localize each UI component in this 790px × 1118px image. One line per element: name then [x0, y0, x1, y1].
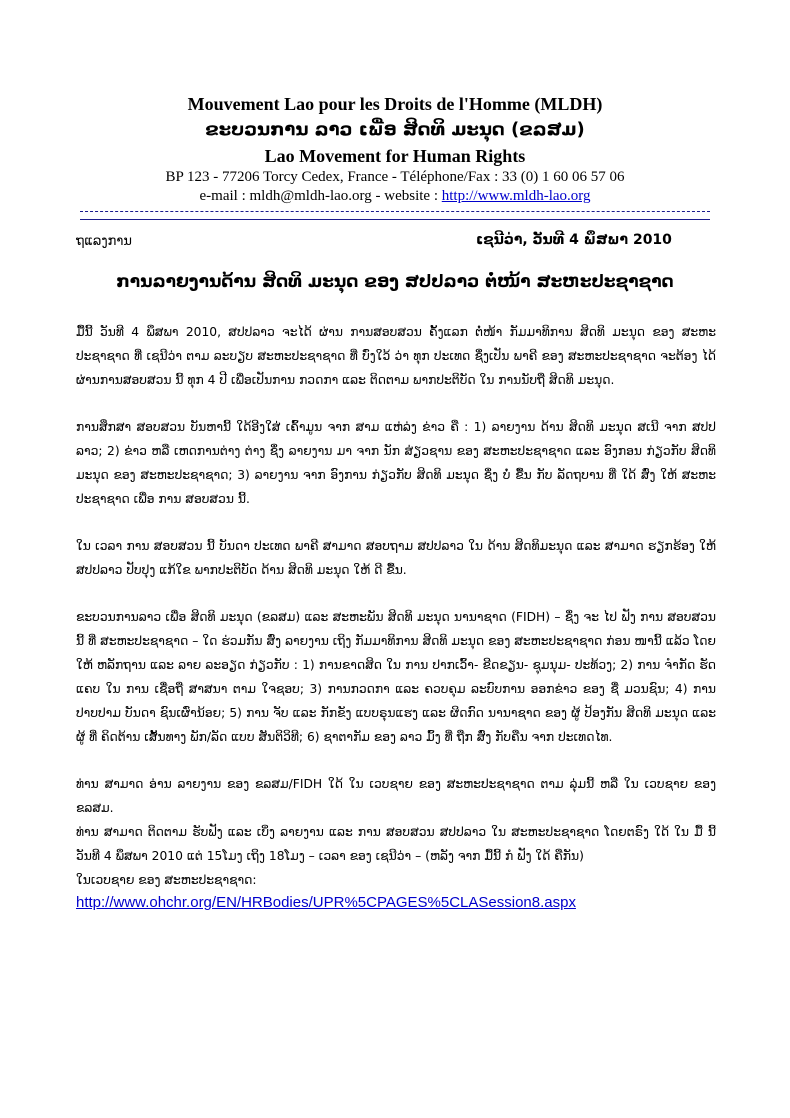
letterhead	[0, 92, 790, 206]
place-date: ເຊນີວ່າ, ວັນທີ 4 ພຶສພາ 2010	[476, 232, 672, 248]
contact-line	[0, 187, 790, 206]
document-title: ການລາຍງານດ້ານ ສິດທິ ມະນຸດ ຂອງ ສປປລາວ ຕໍ່ໜ້າ ສະຫະປະຊາຊາດ	[116, 272, 674, 292]
footer-read-report: ທ່ານ ສາມາດ ອ່ານ ລາຍງານ ຂອງ ຂລສມ/FIDH ໃດ້ ໃນ ເວບຊາຍ ຂອງ ສະຫະປະຊາຊາດ ຕາມ ລຸ່ມນີ້ ຫລື ໃນ ເວບຊາຍ ຂອງ ຂລສມ.	[76, 777, 716, 815]
ohchr-link[interactable]: http://www.ohchr.org/EN/HRBodies/UPR%5CPAGES%5CLASession8.aspx	[76, 894, 576, 911]
organization-name-lao: ຂະບວນການ ລາວ ເພື່ອ ສິດທິ ມະນຸດ (ຂລສມ)	[205, 119, 585, 140]
website-link[interactable]: http://www.mldh-lao.org	[441, 188, 591, 204]
ohchr-url-line	[76, 892, 716, 914]
email-website-prefix: e-mail : mldh@mldh-lao.org - website :	[199, 188, 442, 204]
header-solid-divider	[80, 219, 710, 220]
body-text	[76, 320, 716, 914]
organization-name-french: Mouvement Lao pour les Droits de l'Homme (MLDH)	[187, 94, 603, 114]
paragraph-sources: ການສຶກສາ ສອບສວນ ບັນຫານີ້ ໃດ້ອີງໃສ່ ເຄົ້າມູນ ຈາກ ສາມ ແຫ່ລ່ງ ຂ່າວ ຄື : 1) ລາຍງານ ດ້ານ ສິດທິ ມະນຸດ ສເນີ ຈາກ ສປປລາວ; 2) ຂ່າວ ຫລື ເຫດການຕ່າງ ຕ່າງ ຊຶ່ງ ລາຍງານ ມາ ຈາກ ນັກ ສ່ຽວຊານ ຂອງ ສະຫະປະຊາຊາດ ແລະ ອົງກອນ ກ່ຽວກັບ ສິດທິມະນຸດ ຂອງ ສະຫະປະຊາຊາດ; 3) ລາຍງານ ຈາກ ອົງການ ກ່ຽວກັບ ສິດທິ ມະນຸດ ຊຶ່ງ ບໍ່ ຂື້ນ ກັບ ລັດຖບານ ທີ່ ໃດ້ ສົ່ງ ໃຫ້ ສະຫະປະຊາຊາດ ເພື່ອ ການ ສອບສວນ ນີ້.	[76, 420, 716, 506]
footer-watch-live: ທ່ານ ສາມາດ ຕິດຕາມ ຮັບຟັງ ແລະ ເບິ່ງ ລາຍງານ ແລະ ການ ສອບສວນ ສປປລາວ ໃນ ສະຫະປະຊາຊາດ ໂດຍຕຣົງ ໃດ້ ໃນ ມື້ ນີ້ ວັນທີ 4 ພຶສພາ 2010 ແຕ່ 15ໂມງ ເຖິງ 18ໂມງ – ເວລາ ຂອງ ເຊນີວ່າ – (ຫລັງ ຈາກ ມື້ນີ້ ກໍ ຟັງ ໃດ້ ຄືກັນ)	[76, 825, 716, 863]
statement-label: ຖແລງການ	[76, 234, 132, 249]
postal-address: BP 123 - 77206 Torcy Cedex, France - Téléphone/Fax : 33 (0) 1 60 06 57 06	[165, 169, 625, 185]
paragraph-review: ໃນ ເວລາ ການ ສອບສວນ ນີ້ ບັນດາ ປະເທດ ພາຄີ ສາມາດ ສອບຖາມ ສປປລາວ ໃນ ດ້ານ ສິດທິມະນຸດ ແລະ ສາມາດ ຮຽກຮ້ອງ ໃຫ້ ສປປລາວ ປັບປຸງ ແກ້ໃຂ ພາກປະຕິບັດ ດ້ານ ສິດທິ ມະນຸດ ໃຫ້ ດີ ຂື້ນ.	[76, 539, 716, 577]
document-meta	[76, 232, 672, 254]
paragraph-report: ຂະບວນການລາວ ເພື່ອ ສິດທິ ມະນຸດ (ຂລສມ) ແລະ ສະຫະພັນ ສິດທິ ມະນຸດ ນານາຊາດ (FIDH) – ຊຶ່ງ ຈະ ໄປ ຟັງ ການ ສອບສວນ ນີ້ ທີ່ ສະຫະປະຊາຊາດ – ໃດ ຮ່ວມກັນ ສົ່ງ ລາຍງານ ເຖິງ ກັມມາທິການ ສິດທິ ມະນຸດ ຂອງ ສະຫະປະຊາຊາດ ກ່ອນ ໜານີ້ ແລ້ວ ໂດຍ ໃຫ້ ຫລັກຖານ ແລະ ລາຍ ລະອຽດ ກ່ຽວກັບ : 1) ການຂາດສິດ ໃນ ການ ປາກເວົ້າ- ຂີດຂຽນ- ຊຸມນຸມ- ປະທ້ວງ; 2) ການ ຈຳກັດ ຮັດແຄບ ໃນ ການ ເຊື່ອຖື ສາສນາ ຕາມ ໃຈຊອບ; 3) ການກວດກາ ແລະ ຄວບຄຸມ ລະບົບການ ອອກຂ່າວ ຂອງ ຊື່ ມວນຊົນ; 4) ການປາບປາມ ບັນດາ ຊົນເຜົ່ານ້ອຍ; 5) ການ ຈັບ ແລະ ກັກຂັງ ແບບຣຸນແຮງ ແລະ ຜິດກົດ ນານາຊາດ ຂອງ ຜູ້ ປ້ອງກັນ ສິດທິ ມະນຸດ ແລະ ຜູ້ ທີ່ ຄິດຕ້ານ ເສັ້ນທາງ ພັກ/ລັດ ແບບ ສັນຕິວິທີ; 6) ຊາຕາກັມ ຂອງ ລາວ ມົ້ງ ທີ່ ຖືກ ສົ່ງ ກັບຄືນ ຈາກ ປະເທດໄທ.	[76, 610, 716, 744]
header-dashed-divider	[80, 211, 710, 212]
organization-name-english: Lao Movement for Human Rights	[264, 146, 526, 166]
paragraph-intro: ມື້ນີ້ ວັນທີ 4 ພຶສພາ 2010, ສປປລາວ ຈະໄດ້ ຜ່ານ ການສອບສວນ ຄັ້ງແລກ ຕໍ່ໜ້າ ກັມມາທິການ ສິດທິ ມະນຸດ ຂອງ ສະຫະປະຊາຊາດ ທີ່ ເຊນີວ່າ ຕາມ ລະບຽບ ສະຫະປະຊາຊາດ ທີ່ ບົ່ງໃວ້ ວ່າ ທຸກ ປະເທດ ຊຶ່ງເປັນ ພາຄີ ຂອງ ສະຫະປະຊາຊາດ ຈະຕ້ອງ ໄດ້ ຜ່ານການສອບສວນ ນີ້ ທຸກ 4 ປີ ເພື່ອເປັນການ ກວດກາ ແລະ ຕິດຕາມ ພາກປະຕິບັດ ໃນ ການນັບຖື ສິດທິ ມະນຸດ.	[76, 325, 716, 387]
footer-website-intro: ໃນເວບຊາຍ ຂອງ ສະຫະປະຊາຊາດ:	[76, 873, 257, 887]
